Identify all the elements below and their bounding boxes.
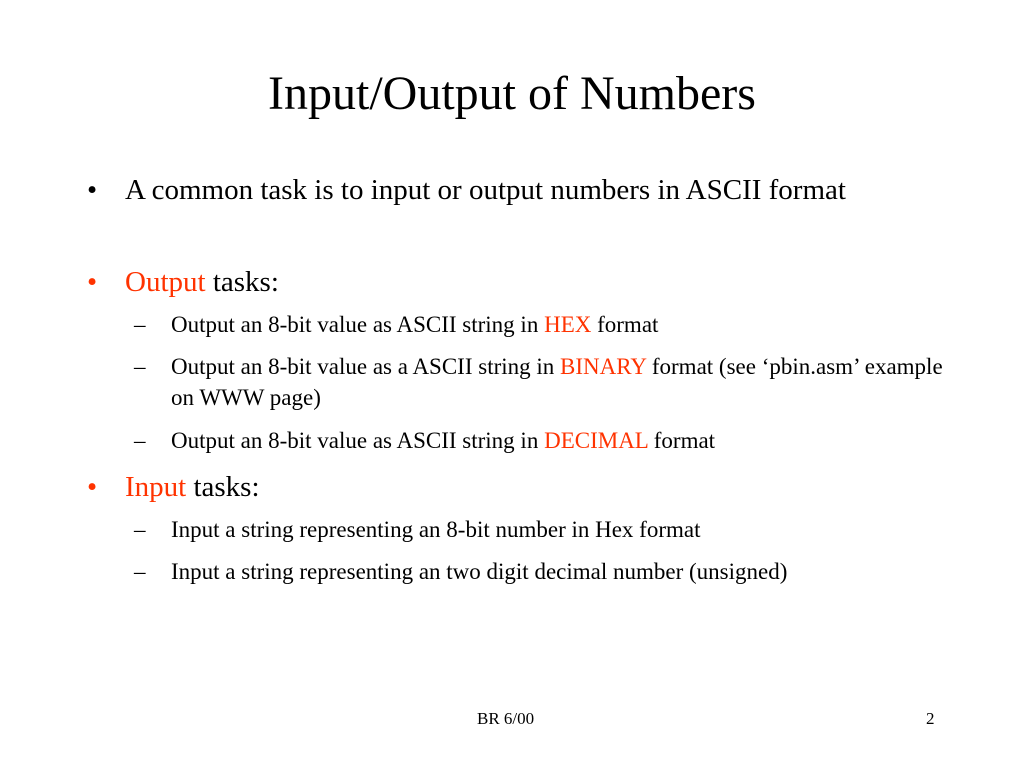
subitem-input-hex xyxy=(134,514,951,545)
subitem-text-after: format xyxy=(653,428,716,453)
slide-title: Input/Output of Numbers xyxy=(268,67,756,120)
subitem-highlight-binary: BINARY xyxy=(560,354,647,379)
subitem-text: Output an 8-bit value as ASCII string in xyxy=(171,312,539,337)
bullet-highlight-output: Output xyxy=(125,266,206,298)
subitem-text: Output an 8-bit value as a ASCII string in xyxy=(171,354,555,379)
subitem-highlight-hex: HEX xyxy=(544,312,592,337)
bullet-text: tasks: xyxy=(212,266,279,298)
subitem-output-decimal xyxy=(134,425,951,456)
bullet-item-output-tasks xyxy=(87,263,925,301)
subitem-text: Input a string representing an 8-bit number in Hex format xyxy=(171,517,701,542)
subitem-highlight-decimal: DECIMAL xyxy=(544,428,648,453)
subitem-text-after: format (see ‘pbin.asm’ example on WWW page) xyxy=(171,354,943,410)
bullet-icon: • xyxy=(87,471,98,503)
bullet-text: A common task is to input or output numbers in ASCII format xyxy=(125,174,846,206)
page-number: 2 xyxy=(926,709,935,728)
subitem-text: Output an 8-bit value as ASCII string in xyxy=(171,428,539,453)
dash-icon: – xyxy=(134,559,146,584)
bullet-text: tasks: xyxy=(193,471,260,503)
subitem-text: Input a string representing an two digit decimal number (unsigned) xyxy=(171,559,788,584)
footer-author-date: BR 6/00 xyxy=(477,709,535,728)
dash-icon: – xyxy=(134,312,146,337)
dash-icon: – xyxy=(134,354,146,379)
subitem-text-after: format xyxy=(597,312,659,337)
bullet-highlight-input: Input xyxy=(125,471,187,503)
dash-icon: – xyxy=(134,517,146,542)
subitem-output-binary xyxy=(134,351,951,413)
bullet-item-common-task xyxy=(87,171,925,209)
subitem-input-decimal xyxy=(134,556,951,587)
bullet-icon: • xyxy=(87,174,98,206)
dash-icon: – xyxy=(134,428,146,453)
subitem-output-hex xyxy=(134,309,951,340)
bullet-icon: • xyxy=(87,266,98,298)
bullet-item-input-tasks xyxy=(87,468,925,506)
